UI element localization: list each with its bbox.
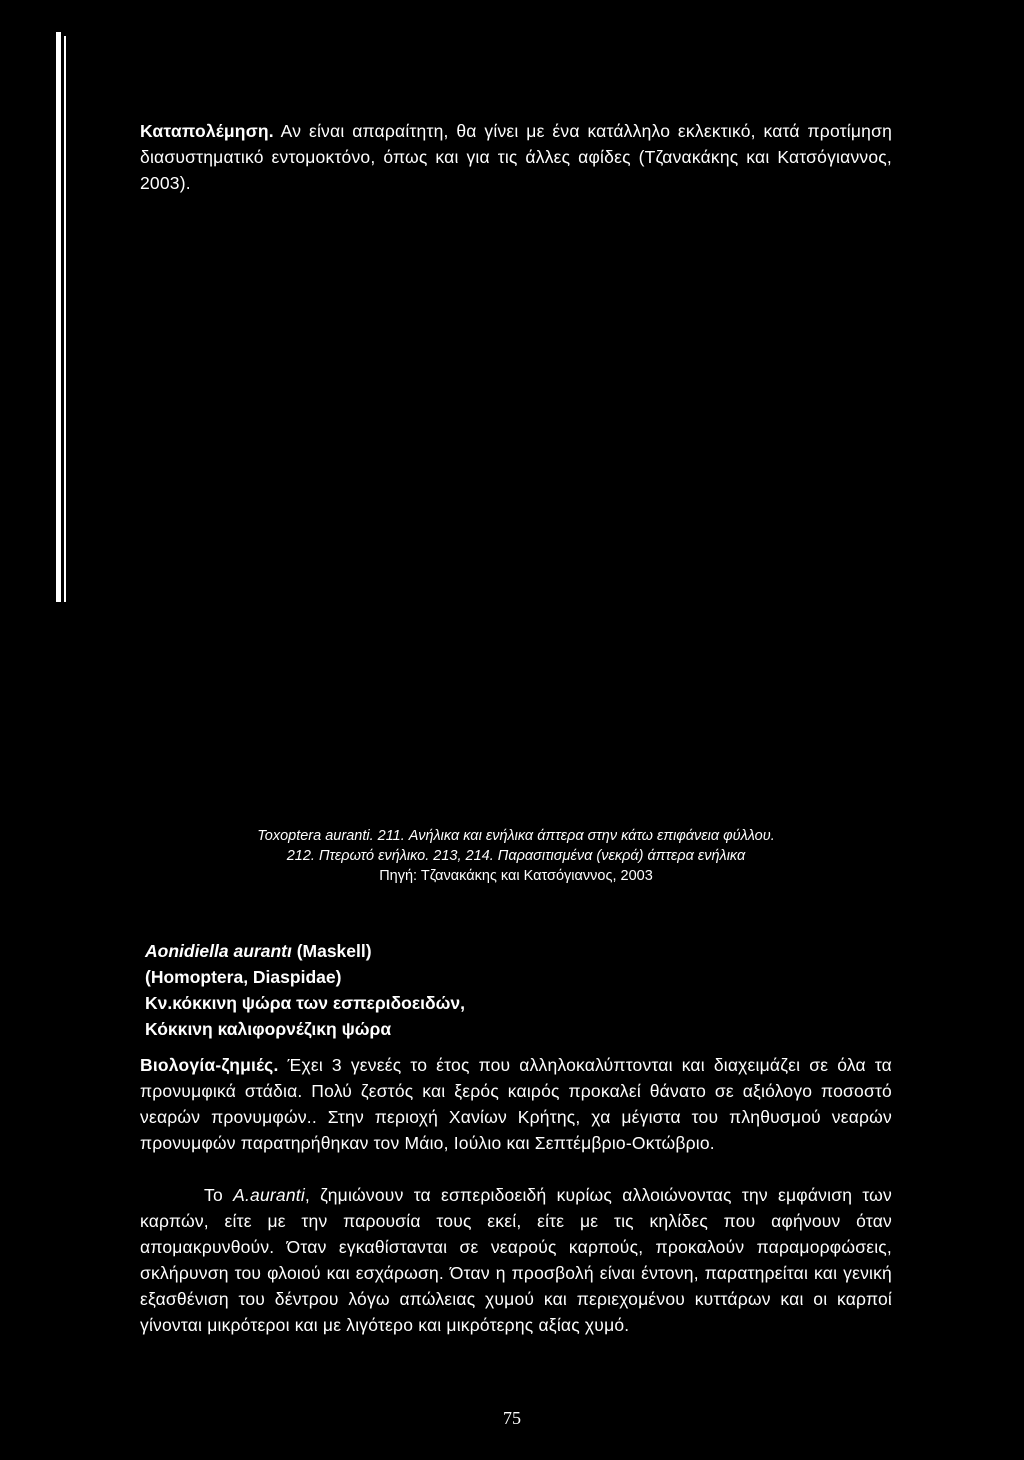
page-number: 75 xyxy=(503,1408,521,1428)
figure-caption xyxy=(140,826,892,886)
species-order: (Homoptera, Diaspidae) xyxy=(145,967,342,987)
intro-text: Αν είναι απαραίτητη, θα γίνει με ένα κατάλληλο εκλεκτικό, κατά προτίμηση διασυστηματικό εντομοκτόνο, όπως και για τις άλλες αφίδες (Τζανακάκης και Κατσόγιαννος, 2003). xyxy=(140,121,892,193)
intro-paragraph xyxy=(140,118,892,196)
species-author: (Maskell) xyxy=(291,941,372,961)
biology-text-2-pre: Το xyxy=(204,1185,234,1205)
caption-line-1: Toxoptera auranti. 211. Ανήλικα και ενήλικα άπτερα στην κάτω επιφάνεια φύλλου. xyxy=(257,828,775,844)
caption-source: Πηγή: Τζανακάκης και Κατσόγιαννος, 2003 xyxy=(379,868,653,884)
biology-paragraph xyxy=(140,1052,892,1156)
biology-paragraph-2 xyxy=(140,1182,892,1338)
species-name: Aonidiella aurantι xyxy=(145,941,292,961)
biology-text-1: Έχει 3 γενεές το έτος που αλληλοκαλύπτονται και διαχειμάζει σε όλα τα προνυμφικά στάδια. Πολύ ζεστός και ξερός καιρός προκαλεί θάνατο σε αξιόλογο ποσοστό νεαρών προνυμφών.. Στην περιοχή Χανίων Κρήτης, χα μέγιστα του πληθυσμού νεαρών προνυμφών παρατηρήθηκαν τον Μάιο, Ιούλιο και Σεπτέμβριο-Οκτώβριο. xyxy=(140,1055,892,1153)
species-common-name-1: Κν.κόκκινη ψώρα των εσπεριδοειδών, xyxy=(145,993,466,1013)
biology-species: A.auranti xyxy=(233,1185,305,1205)
frame-line-left xyxy=(56,32,61,602)
biology-text-2-post: , ζημιώνουν τα εσπεριδοειδή κυρίως αλλοιώνοντας την εμφάνιση των καρπών, είτε με την παρουσία τους εκεί, είτε με τις κηλίδες που αφήνουν όταν απομακρυνθούν. Όταν εγκαθίστανται σε νεαρούς καρπούς, προκαλούν παραμορφώσεις, σκλήρυνση του φλοιού και εσχάρωση. Όταν η προσβολή είναι έντονη, παρατηρείται και γενική εξασθένιση του δέντρου λόγω απώλειας χυμού και περιεχομένου κυττάρων και οι καρποί γίνονται μικρότεροι και με λιγότερο και μικρότερης αξίας χυμό. xyxy=(140,1185,892,1335)
frame-line-right xyxy=(64,36,66,602)
intro-label: Καταπολέμηση. xyxy=(140,121,274,141)
caption-line-2: 212. Πτερωτό ενήλικο. 213, 214. Παρασιτισμένα (νεκρά) άπτερα ενήλικα xyxy=(286,848,746,864)
species-heading xyxy=(145,938,465,1042)
species-common-name-2: Κόκκινη καλιφορνέζικη ψώρα xyxy=(145,1019,392,1039)
biology-label: Βιολογία-ζημιές. xyxy=(140,1055,279,1075)
